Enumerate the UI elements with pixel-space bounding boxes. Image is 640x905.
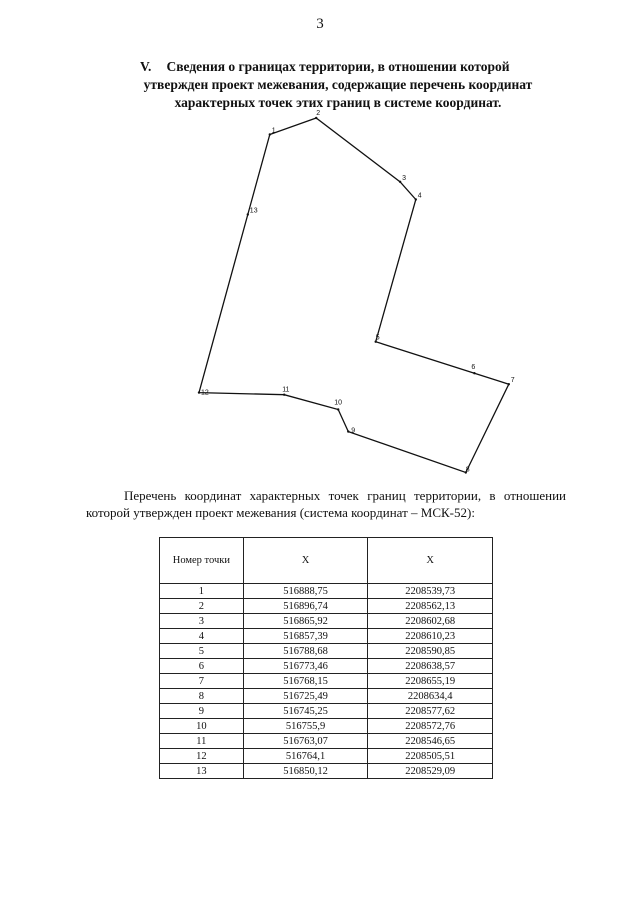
cell-y: 2208562,13 <box>368 599 493 614</box>
boundary-point-label: 1 <box>271 127 276 135</box>
intro-paragraph: Перечень координат характерных точек границ территории, в отношении которой утвержден проект межевания (система координат – МСК-52): <box>86 488 566 520</box>
cell-y: 2208529,09 <box>368 764 493 779</box>
boundary-point-label: 7 <box>510 377 515 385</box>
cell-point-number: 3 <box>160 614 244 629</box>
cell-point-number: 7 <box>160 674 244 689</box>
boundary-point-label: 3 <box>402 174 407 182</box>
boundary-point-marker <box>283 394 285 396</box>
table-header-row <box>160 538 493 584</box>
cell-y: 2208602,68 <box>368 614 493 629</box>
table-row <box>160 719 493 734</box>
cell-x: 516865,92 <box>243 614 368 629</box>
cell-point-number: 2 <box>160 599 244 614</box>
header-y: X <box>368 538 493 584</box>
table-row <box>160 584 493 599</box>
section-title-line-3: характерных точек этих границ в системе координат. <box>174 95 502 110</box>
cell-y: 2208655,19 <box>368 674 493 689</box>
header-point-number: Номер точки <box>160 538 244 584</box>
page-number: 3 <box>316 16 324 32</box>
cell-y: 2208610,23 <box>368 629 493 644</box>
cell-x: 516768,15 <box>243 674 368 689</box>
cell-x: 516725,49 <box>243 689 368 704</box>
boundary-point-label: 12 <box>201 389 209 397</box>
boundary-point-marker <box>508 383 510 385</box>
boundary-point-label: 13 <box>249 207 258 215</box>
cell-y: 2208572,76 <box>368 719 493 734</box>
boundary-point-marker <box>269 133 271 135</box>
table-body <box>160 584 493 779</box>
cell-y: 2208577,62 <box>368 704 493 719</box>
section-title-line-1: Сведения о границах территории, в отношении которой <box>166 59 510 74</box>
boundary-outline <box>199 118 509 473</box>
cell-x: 516764,1 <box>243 749 368 764</box>
header-x: X <box>243 538 368 584</box>
boundary-point-marker <box>315 117 317 119</box>
cell-y: 2208634,4 <box>368 689 493 704</box>
boundary-point-marker <box>347 430 349 432</box>
boundary-point-marker <box>399 181 401 183</box>
cell-y: 2208546,65 <box>368 734 493 749</box>
table-row <box>160 749 493 764</box>
cell-x: 516857,39 <box>243 629 368 644</box>
cell-y: 2208539,73 <box>368 584 493 599</box>
boundary-point-marker <box>247 213 249 215</box>
table-row <box>160 734 493 749</box>
cell-point-number: 5 <box>160 644 244 659</box>
boundary-point-label: 10 <box>334 399 342 407</box>
table-row <box>160 629 493 644</box>
cell-x: 516888,75 <box>243 584 368 599</box>
cell-point-number: 9 <box>160 704 244 719</box>
boundary-point-label: 11 <box>282 386 290 394</box>
section-title-line-2: утвержден проект межевания, содержащие перечень координат <box>143 77 533 92</box>
table-row <box>160 659 493 674</box>
coordinates-table <box>159 537 493 779</box>
cell-point-number: 8 <box>160 689 244 704</box>
table-row <box>160 764 493 779</box>
boundary-point-marker <box>473 372 475 374</box>
cell-y: 2208590,85 <box>368 644 493 659</box>
cell-x: 516896,74 <box>243 599 368 614</box>
table-row <box>160 689 493 704</box>
cell-x: 516755,9 <box>243 719 368 734</box>
cell-point-number: 11 <box>160 734 244 749</box>
table-row <box>160 644 493 659</box>
cell-point-number: 4 <box>160 629 244 644</box>
cell-x: 516788,68 <box>243 644 368 659</box>
table-row <box>160 614 493 629</box>
cell-x: 516850,12 <box>243 764 368 779</box>
cell-x: 516773,46 <box>243 659 368 674</box>
boundary-point-marker <box>415 198 417 200</box>
cell-point-number: 1 <box>160 584 244 599</box>
cell-point-number: 12 <box>160 749 244 764</box>
boundary-point-label: 4 <box>417 192 422 200</box>
cell-point-number: 10 <box>160 719 244 734</box>
cell-y: 2208505,51 <box>368 749 493 764</box>
cell-y: 2208638,57 <box>368 659 493 674</box>
cell-x: 516763,07 <box>243 734 368 749</box>
boundary-point-marker <box>198 391 200 393</box>
boundary-points <box>198 110 515 474</box>
boundary-point-label: 9 <box>351 427 356 435</box>
boundary-point-label: 8 <box>465 466 470 474</box>
cell-x: 516745,25 <box>243 704 368 719</box>
boundary-point-marker <box>337 408 339 410</box>
section-number: V. <box>140 59 152 74</box>
table-row <box>160 704 493 719</box>
table-row <box>160 674 493 689</box>
boundary-point-label: 6 <box>471 364 476 372</box>
table-row <box>160 599 493 614</box>
cell-point-number: 6 <box>160 659 244 674</box>
boundary-point-label: 5 <box>375 334 380 342</box>
cell-point-number: 13 <box>160 764 244 779</box>
boundary-point-label: 2 <box>316 110 321 117</box>
